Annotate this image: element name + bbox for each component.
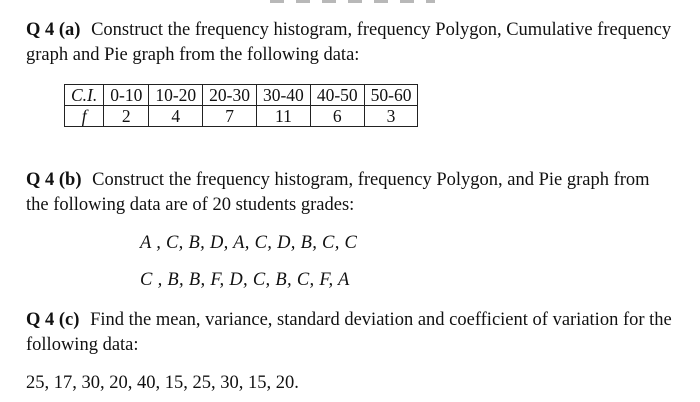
question-4c-data: 25, 17, 30, 20, 40, 15, 25, 30, 15, 20. <box>26 373 299 393</box>
table-cell: 30-40 <box>256 85 310 106</box>
table-cell: 7 <box>203 106 257 127</box>
question-4b-text: Construct the frequency histogram, frequency Polygon, and Pie graph from the following data are of 20 students grades: <box>26 170 650 215</box>
table-cell: 11 <box>256 106 310 127</box>
question-4a-label: Q 4 (a) <box>26 20 81 40</box>
table-row <box>65 85 418 106</box>
question-4b-label: Q 4 (b) <box>26 170 82 190</box>
question-4c <box>26 308 672 358</box>
question-4b <box>26 168 672 218</box>
table-cell: 0-10 <box>104 85 149 106</box>
question-4a <box>26 18 672 68</box>
table-cell: 6 <box>310 106 364 127</box>
table-cell: 10-20 <box>149 85 203 106</box>
table-row <box>65 106 418 127</box>
question-4c-text: Find the mean, variance, standard deviation and coefficient of variation for the following data: <box>26 310 672 355</box>
top-scan-mark <box>270 0 435 3</box>
grades-line-1: A , C, B, D, A, C, D, B, C, C <box>140 233 358 253</box>
class-interval-header: C.I. <box>65 85 104 106</box>
table-cell: 2 <box>104 106 149 127</box>
question-4c-label: Q 4 (c) <box>26 310 80 330</box>
table-cell: 50-60 <box>364 85 418 106</box>
frequency-table <box>64 84 418 127</box>
table-cell: 4 <box>149 106 203 127</box>
table-cell: 3 <box>364 106 418 127</box>
table-cell: 20-30 <box>203 85 257 106</box>
grades-line-2: C , B, B, F, D, C, B, C, F, A <box>140 270 350 290</box>
question-4a-text: Construct the frequency histogram, frequency Polygon, Cumulative frequency graph and Pie graph from the following data: <box>26 20 672 65</box>
frequency-header: f <box>65 106 104 127</box>
table-cell: 40-50 <box>310 85 364 106</box>
